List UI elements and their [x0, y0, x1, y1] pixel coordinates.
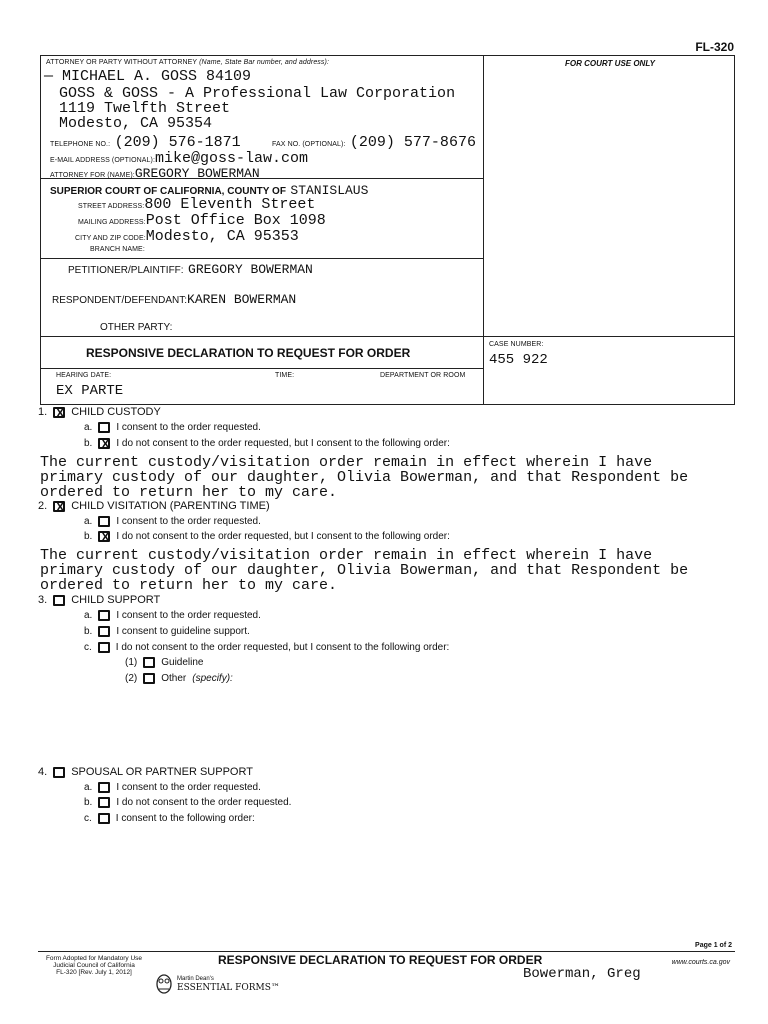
s3-option-c1: (1) Guideline — [125, 657, 204, 668]
spousal-support-checkbox[interactable] — [53, 767, 65, 778]
case-number-label: CASE NUMBER: — [489, 341, 544, 348]
child-custody-checkbox[interactable] — [53, 407, 65, 418]
s3-option-b: b. I consent to guideline support. — [84, 626, 250, 637]
court-heading: SUPERIOR COURT OF CALIFORNIA, COUNTY OF STANISLAUS — [50, 183, 369, 198]
hearing-time-label: TIME: — [275, 372, 295, 379]
s2-text-line: The current custody/visitation order remain in effect wherein I have — [40, 547, 653, 564]
s4-b-checkbox[interactable] — [98, 797, 110, 808]
attorney-name: — MICHAEL A. GOSS 84109 — [44, 68, 252, 85]
s2-option-b: b. X I do not consent to the order requested, but I consent to the following order: — [84, 531, 450, 542]
telephone-line: TELEPHONE NO.: (209) 576-1871 — [50, 134, 241, 151]
respondent-line: RESPONDENT/DEFENDANT:KAREN BOWERMAN — [52, 292, 297, 307]
essential-forms-logo: Martin Dean's ESSENTIAL FORMS™ — [155, 973, 280, 995]
s4-c-checkbox[interactable] — [98, 813, 110, 824]
signature-name: Bowerman, Greg — [523, 966, 641, 982]
form-adopted: Form Adopted for Mandatory Use Judicial Council of California FL-320 [Rev. July 1, 2012] — [45, 955, 143, 976]
s3-b-checkbox[interactable] — [98, 626, 110, 637]
court-city: CITY AND ZIP CODE:Modesto, CA 95353 — [75, 228, 299, 245]
s3-option-a: a. I consent to the order requested. — [84, 610, 261, 621]
footer-title: RESPONSIVE DECLARATION TO REQUEST FOR ORDER — [218, 953, 543, 967]
s3-option-c2: (2) Other (specify): — [125, 673, 233, 684]
hearing-date-label: HEARING DATE: — [56, 372, 112, 379]
s4-option-c: c. I consent to the following order: — [84, 813, 255, 824]
s3-guideline-checkbox[interactable] — [143, 657, 155, 668]
attorney-city: Modesto, CA 95354 — [59, 115, 213, 132]
section-child-custody: 1. X CHILD CUSTODY — [38, 406, 161, 418]
attorney-header: ATTORNEY OR PARTY WITHOUT ATTORNEY (Name, State Bar number, and address): — [46, 59, 329, 66]
s4-a-checkbox[interactable] — [98, 782, 110, 793]
s4-option-a: a. I consent to the order requested. — [84, 782, 261, 793]
s1-b-checkbox[interactable] — [98, 438, 110, 449]
court-use-divider — [483, 55, 484, 405]
s4-option-b: b. I do not consent to the order requested. — [84, 797, 292, 808]
form-id: FL-320 — [695, 40, 734, 54]
attorney-firm: GOSS & GOSS - A Professional Law Corporation — [59, 85, 456, 102]
section-child-visitation: 2. X CHILD VISITATION (PARENTING TIME) — [38, 500, 270, 512]
footer-rule — [38, 951, 735, 952]
s1-text-line: The current custody/visitation order remain in effect wherein I have — [40, 454, 653, 471]
attorney-street: 1119 Twelfth Street — [59, 100, 231, 117]
s2-text-line: ordered to return her to my care. — [40, 577, 338, 594]
court-street: STREET ADDRESS:800 Eleventh Street — [78, 196, 316, 213]
s1-text-line: primary custody of our daughter, Olivia Bowerman, and that Respondent be — [40, 469, 689, 486]
page-number: Page 1 of 2 — [695, 942, 732, 949]
child-visitation-checkbox[interactable] — [53, 501, 65, 512]
s1-option-a: a. I consent to the order requested. — [84, 422, 261, 433]
s2-text-line: primary custody of our daughter, Olivia Bowerman, and that Respondent be — [40, 562, 689, 579]
attorney-for-line: ATTORNEY FOR (NAME):GREGORY BOWERMAN — [50, 166, 260, 181]
department-label: DEPARTMENT OR ROOM — [380, 372, 466, 379]
child-support-checkbox[interactable] — [53, 595, 65, 606]
email-line: E-MAIL ADDRESS (OPTIONAL):mike@goss-law.com — [50, 150, 309, 167]
other-party-label: OTHER PARTY: — [100, 322, 173, 333]
s3-c-checkbox[interactable] — [98, 642, 110, 653]
s2-option-a: a. I consent to the order requested. — [84, 516, 261, 527]
branch-label: BRANCH NAME: — [90, 246, 145, 253]
hearing-date: EX PARTE — [56, 383, 124, 399]
s2-b-checkbox[interactable] — [98, 531, 110, 542]
section-child-support: 3. CHILD SUPPORT — [38, 594, 161, 606]
divider — [40, 368, 483, 369]
s2-a-checkbox[interactable] — [98, 516, 110, 527]
court-mailing: MAILING ADDRESS:Post Office Box 1098 — [78, 212, 326, 229]
s3-option-c: c. I do not consent to the order requested, but I consent to the following order: — [84, 642, 450, 653]
owl-logo-icon — [155, 973, 173, 995]
divider — [40, 258, 483, 259]
divider — [40, 336, 735, 337]
petitioner-line: PETITIONER/PLAINTIFF: GREGORY BOWERMAN — [68, 262, 313, 277]
fax-line: FAX NO. (OPTIONAL): (209) 577-8676 — [272, 134, 476, 151]
s1-option-b: b. X I do not consent to the order requested, but I consent to the following order: — [84, 438, 450, 449]
s3-a-checkbox[interactable] — [98, 610, 110, 621]
court-use-label: FOR COURT USE ONLY — [565, 59, 655, 68]
s1-text-line: ordered to return her to my care. — [40, 484, 338, 501]
section-spousal-support: 4. SPOUSAL OR PARTNER SUPPORT — [38, 766, 253, 778]
form-title: RESPONSIVE DECLARATION TO REQUEST FOR ORDER — [86, 346, 411, 360]
courts-url[interactable]: www.courts.ca.gov — [671, 959, 730, 966]
s1-a-checkbox[interactable] — [98, 422, 110, 433]
case-number: 455 922 — [489, 352, 548, 368]
s3-other-checkbox[interactable] — [143, 673, 155, 684]
